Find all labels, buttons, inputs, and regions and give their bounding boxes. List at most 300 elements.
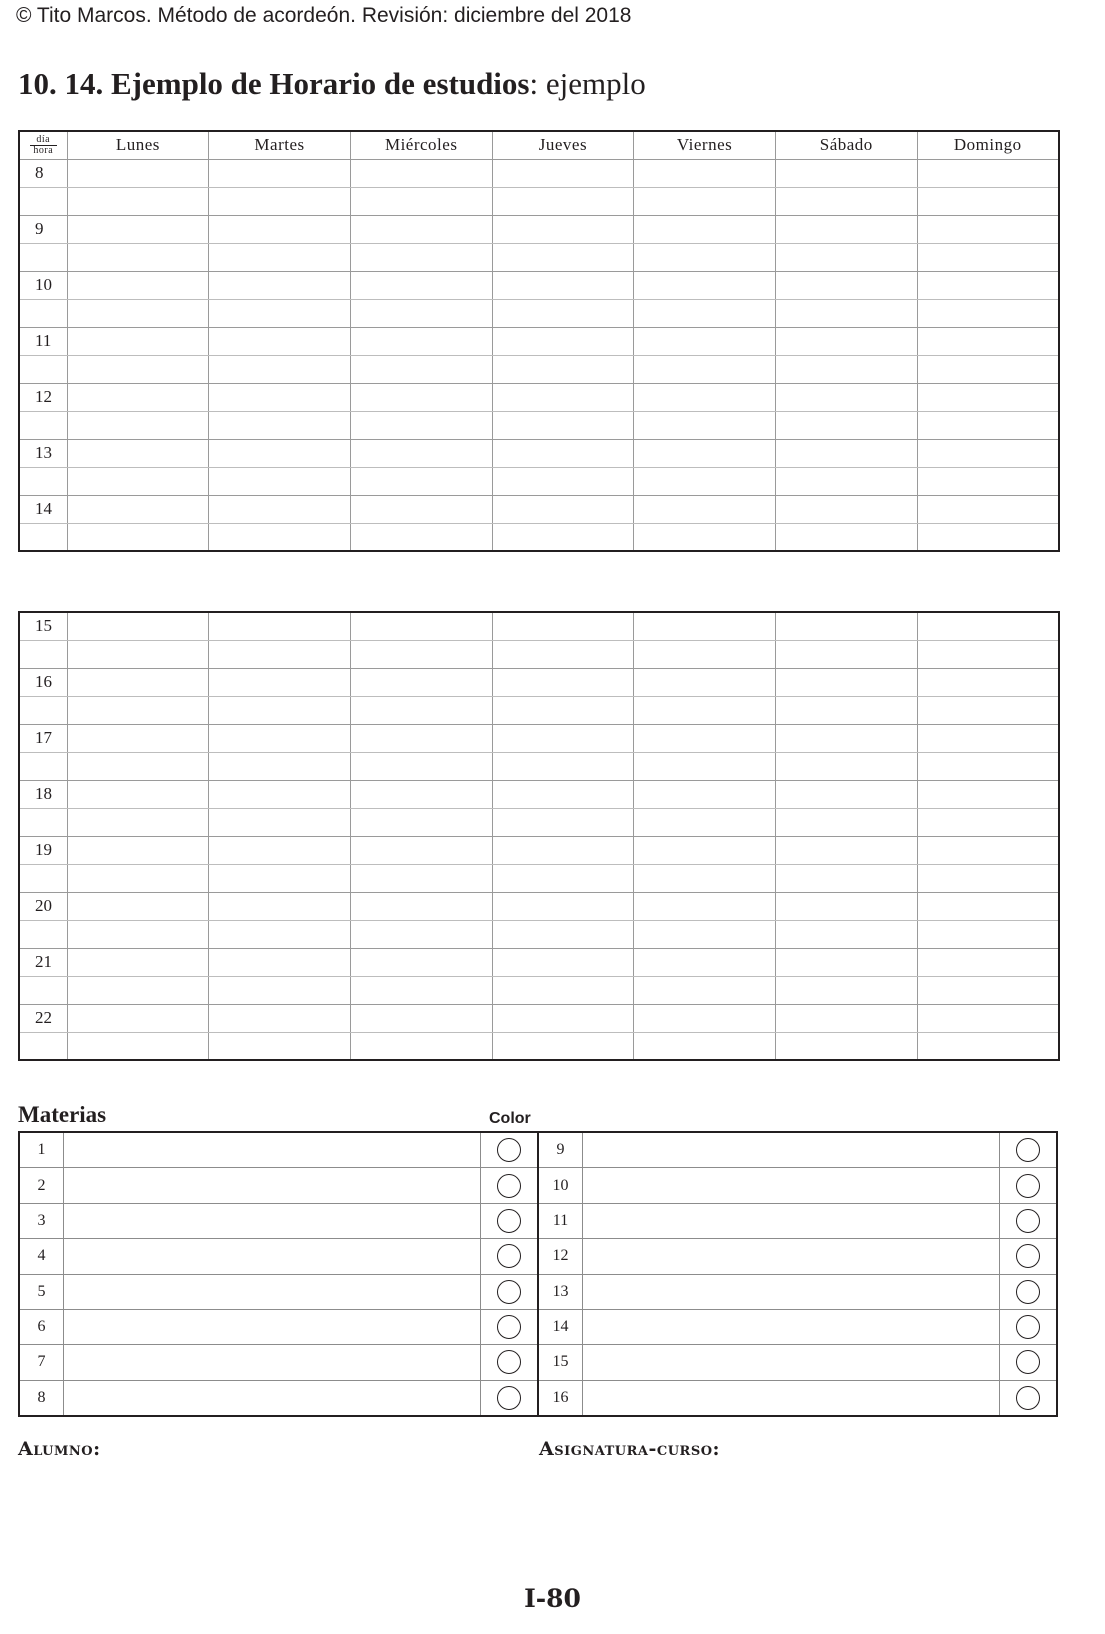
schedule-cell[interactable] xyxy=(350,1032,492,1060)
half-hour-label xyxy=(19,299,67,327)
schedule-cell[interactable] xyxy=(492,1032,634,1060)
schedule-cell[interactable] xyxy=(634,920,776,948)
hour-row xyxy=(19,271,1059,299)
schedule-cell[interactable] xyxy=(917,892,1059,920)
schedule-cell[interactable] xyxy=(492,1004,634,1032)
schedule-cell[interactable] xyxy=(634,411,776,439)
materia-name-field[interactable] xyxy=(583,1381,1000,1415)
schedule-cell[interactable] xyxy=(350,612,492,640)
schedule-cell[interactable] xyxy=(917,467,1059,495)
page-number: I-80 xyxy=(524,1584,581,1613)
schedule-cell[interactable] xyxy=(634,299,776,327)
hour-row xyxy=(19,159,1059,187)
schedule-cell[interactable] xyxy=(492,948,634,976)
schedule-cell[interactable] xyxy=(67,724,209,752)
schedule-cell[interactable] xyxy=(775,187,917,215)
schedule-cell[interactable] xyxy=(775,299,917,327)
materia-row xyxy=(539,1168,1056,1203)
schedule-cell[interactable] xyxy=(634,948,776,976)
schedule-cell[interactable] xyxy=(775,836,917,864)
schedule-cell[interactable] xyxy=(917,523,1059,551)
materia-number: 1 xyxy=(20,1133,64,1167)
hour-label: 19 xyxy=(19,836,67,864)
color-circle-icon[interactable] xyxy=(497,1138,521,1162)
schedule-cell[interactable] xyxy=(917,640,1059,668)
schedule-cell[interactable] xyxy=(492,271,634,299)
schedule-cell[interactable] xyxy=(775,724,917,752)
schedule-cell[interactable] xyxy=(209,892,351,920)
schedule-cell[interactable] xyxy=(67,836,209,864)
schedule-cell[interactable] xyxy=(67,383,209,411)
schedule-cell[interactable] xyxy=(492,836,634,864)
schedule-cell[interactable] xyxy=(917,243,1059,271)
schedule-cell[interactable] xyxy=(917,752,1059,780)
schedule-cell[interactable] xyxy=(634,612,776,640)
color-circle-icon[interactable] xyxy=(497,1209,521,1233)
schedule-cell[interactable] xyxy=(209,215,351,243)
schedule-cell[interactable] xyxy=(209,976,351,1004)
materia-name-field[interactable] xyxy=(583,1239,1000,1273)
schedule-cell[interactable] xyxy=(350,668,492,696)
schedule-cell[interactable] xyxy=(492,752,634,780)
schedule-cell[interactable] xyxy=(634,187,776,215)
schedule-cell[interactable] xyxy=(67,271,209,299)
schedule-cell[interactable] xyxy=(634,159,776,187)
hour-row xyxy=(19,1004,1059,1032)
half-hour-row xyxy=(19,976,1059,1004)
schedule-cell[interactable] xyxy=(209,355,351,383)
hour-label: 18 xyxy=(19,780,67,808)
materia-row xyxy=(20,1381,537,1415)
materia-name-field[interactable] xyxy=(583,1204,1000,1238)
schedule-cell[interactable] xyxy=(350,299,492,327)
corner-hour-label: hora xyxy=(30,145,57,156)
schedule-cell[interactable] xyxy=(775,948,917,976)
schedule-cell[interactable] xyxy=(350,523,492,551)
schedule-cell[interactable] xyxy=(209,780,351,808)
schedule-cell[interactable] xyxy=(492,439,634,467)
schedule-cell[interactable] xyxy=(492,187,634,215)
schedule-cell[interactable] xyxy=(492,299,634,327)
schedule-cell[interactable] xyxy=(775,640,917,668)
hour-row xyxy=(19,780,1059,808)
schedule-cell[interactable] xyxy=(634,271,776,299)
schedule-cell[interactable] xyxy=(350,836,492,864)
schedule-cell[interactable] xyxy=(67,327,209,355)
schedule-cell[interactable] xyxy=(634,668,776,696)
schedule-cell[interactable] xyxy=(775,383,917,411)
materia-name-field[interactable] xyxy=(583,1168,1000,1202)
schedule-cell[interactable] xyxy=(350,215,492,243)
schedule-cell[interactable] xyxy=(209,159,351,187)
schedule-cell[interactable] xyxy=(492,215,634,243)
asignatura-label: Asignatura-curso: xyxy=(539,1438,721,1460)
schedule-cell[interactable] xyxy=(350,976,492,1004)
color-circle-icon[interactable] xyxy=(497,1315,521,1339)
schedule-cell[interactable] xyxy=(634,696,776,724)
schedule-cell[interactable] xyxy=(775,612,917,640)
schedule-cell[interactable] xyxy=(775,668,917,696)
materia-color-cell xyxy=(1000,1133,1056,1167)
color-circle-icon[interactable] xyxy=(1016,1280,1040,1304)
schedule-cell[interactable] xyxy=(492,327,634,355)
schedule-cell[interactable] xyxy=(67,1032,209,1060)
schedule-cell[interactable] xyxy=(209,523,351,551)
schedule-cell[interactable] xyxy=(775,892,917,920)
hour-label: 15 xyxy=(19,612,67,640)
schedule-cell[interactable] xyxy=(209,439,351,467)
schedule-cell[interactable] xyxy=(67,355,209,383)
day-header: Lunes xyxy=(67,131,209,159)
color-circle-icon[interactable] xyxy=(1016,1386,1040,1410)
schedule-cell[interactable] xyxy=(67,948,209,976)
schedule-cell[interactable] xyxy=(209,383,351,411)
schedule-cell[interactable] xyxy=(209,299,351,327)
materias-column-right xyxy=(539,1133,1056,1415)
schedule-cell[interactable] xyxy=(917,215,1059,243)
schedule-cell[interactable] xyxy=(775,271,917,299)
color-circle-icon[interactable] xyxy=(1016,1138,1040,1162)
schedule-cell[interactable] xyxy=(350,187,492,215)
half-hour-label xyxy=(19,467,67,495)
schedule-cell[interactable] xyxy=(917,920,1059,948)
schedule-cell[interactable] xyxy=(917,187,1059,215)
schedule-cell[interactable] xyxy=(67,920,209,948)
schedule-cell[interactable] xyxy=(634,836,776,864)
schedule-cell[interactable] xyxy=(634,640,776,668)
materia-color-cell xyxy=(1000,1381,1056,1415)
schedule-cell[interactable] xyxy=(917,668,1059,696)
materia-name-field[interactable] xyxy=(583,1275,1000,1309)
color-circle-icon[interactable] xyxy=(1016,1350,1040,1374)
schedule-cell[interactable] xyxy=(492,640,634,668)
half-hour-label xyxy=(19,920,67,948)
schedule-cell[interactable] xyxy=(492,864,634,892)
materia-name-field[interactable] xyxy=(64,1239,481,1273)
schedule-cell[interactable] xyxy=(350,892,492,920)
schedule-cell[interactable] xyxy=(350,271,492,299)
schedule-cell[interactable] xyxy=(775,439,917,467)
schedule-cell[interactable] xyxy=(209,668,351,696)
schedule-cell[interactable] xyxy=(492,976,634,1004)
schedule-cell[interactable] xyxy=(350,724,492,752)
schedule-cell[interactable] xyxy=(917,355,1059,383)
materia-row xyxy=(20,1310,537,1345)
schedule-cell[interactable] xyxy=(67,243,209,271)
schedule-cell[interactable] xyxy=(492,696,634,724)
materia-name-field[interactable] xyxy=(64,1345,481,1379)
hour-row xyxy=(19,383,1059,411)
day-header: Jueves xyxy=(492,131,634,159)
schedule-cell[interactable] xyxy=(492,495,634,523)
materia-name-field[interactable] xyxy=(64,1310,481,1344)
half-hour-label xyxy=(19,243,67,271)
schedule-cell[interactable] xyxy=(209,411,351,439)
schedule-cell[interactable] xyxy=(492,808,634,836)
schedule-cell[interactable] xyxy=(209,696,351,724)
schedule-cell[interactable] xyxy=(67,808,209,836)
schedule-cell[interactable] xyxy=(775,159,917,187)
materia-color-cell xyxy=(481,1381,537,1415)
schedule-cell[interactable] xyxy=(917,495,1059,523)
schedule-cell[interactable] xyxy=(634,724,776,752)
schedule-cell[interactable] xyxy=(67,668,209,696)
materia-color-cell xyxy=(481,1239,537,1273)
schedule-cell[interactable] xyxy=(775,467,917,495)
schedule-cell[interactable] xyxy=(350,411,492,439)
schedule-cell[interactable] xyxy=(350,864,492,892)
alumno-label: Alumno: xyxy=(18,1438,101,1460)
schedule-cell[interactable] xyxy=(350,467,492,495)
schedule-cell[interactable] xyxy=(67,187,209,215)
schedule-cell[interactable] xyxy=(350,495,492,523)
schedule-cell[interactable] xyxy=(67,439,209,467)
half-hour-row xyxy=(19,640,1059,668)
schedule-cell[interactable] xyxy=(634,327,776,355)
schedule-cell[interactable] xyxy=(67,976,209,1004)
materia-row xyxy=(20,1133,537,1168)
materia-name-field[interactable] xyxy=(64,1204,481,1238)
schedule-cell[interactable] xyxy=(350,948,492,976)
schedule-cell[interactable] xyxy=(67,612,209,640)
schedule-cell[interactable] xyxy=(67,780,209,808)
schedule-cell[interactable] xyxy=(67,159,209,187)
schedule-cell[interactable] xyxy=(917,696,1059,724)
schedule-cell[interactable] xyxy=(775,243,917,271)
materia-number: 16 xyxy=(539,1381,583,1415)
materia-name-field[interactable] xyxy=(64,1381,481,1415)
schedule-cell[interactable] xyxy=(917,271,1059,299)
schedule-cell[interactable] xyxy=(634,243,776,271)
color-circle-icon[interactable] xyxy=(1016,1209,1040,1233)
schedule-cell[interactable] xyxy=(634,892,776,920)
schedule-cell[interactable] xyxy=(209,495,351,523)
schedule-cell[interactable] xyxy=(634,383,776,411)
materia-number: 8 xyxy=(20,1381,64,1415)
schedule-cell[interactable] xyxy=(775,1032,917,1060)
materia-color-cell xyxy=(481,1345,537,1379)
schedule-cell[interactable] xyxy=(209,271,351,299)
schedule-cell[interactable] xyxy=(634,439,776,467)
page-title-suffix: : ejemplo xyxy=(529,66,646,101)
hour-label: 8 xyxy=(19,159,67,187)
schedule-cell[interactable] xyxy=(492,724,634,752)
schedule-cell[interactable] xyxy=(492,159,634,187)
schedule-cell[interactable] xyxy=(350,383,492,411)
schedule-cell[interactable] xyxy=(350,439,492,467)
day-header: Martes xyxy=(209,131,351,159)
schedule-cell[interactable] xyxy=(350,243,492,271)
materia-color-cell xyxy=(1000,1275,1056,1309)
schedule-cell[interactable] xyxy=(634,1032,776,1060)
materia-name-field[interactable] xyxy=(583,1310,1000,1344)
materia-color-cell xyxy=(481,1310,537,1344)
schedule-cell[interactable] xyxy=(209,920,351,948)
half-hour-label xyxy=(19,808,67,836)
materia-row xyxy=(539,1275,1056,1310)
color-circle-icon[interactable] xyxy=(1016,1244,1040,1268)
schedule-cell[interactable] xyxy=(67,640,209,668)
schedule-cell[interactable] xyxy=(917,411,1059,439)
schedule-cell[interactable] xyxy=(775,808,917,836)
schedule-cell[interactable] xyxy=(209,1032,351,1060)
schedule-cell[interactable] xyxy=(634,215,776,243)
half-hour-row xyxy=(19,467,1059,495)
schedule-cell[interactable] xyxy=(917,612,1059,640)
schedule-cell[interactable] xyxy=(634,864,776,892)
schedule-cell[interactable] xyxy=(917,864,1059,892)
schedule-cell[interactable] xyxy=(634,808,776,836)
schedule-cell[interactable] xyxy=(917,439,1059,467)
materia-number: 5 xyxy=(20,1275,64,1309)
schedule-cell[interactable] xyxy=(917,948,1059,976)
schedule-cell[interactable] xyxy=(492,355,634,383)
schedule-cell[interactable] xyxy=(209,752,351,780)
schedule-cell[interactable] xyxy=(209,612,351,640)
schedule-cell[interactable] xyxy=(775,411,917,439)
schedule-cell[interactable] xyxy=(67,696,209,724)
schedule-cell[interactable] xyxy=(492,467,634,495)
schedule-cell[interactable] xyxy=(775,1004,917,1032)
schedule-cell[interactable] xyxy=(209,327,351,355)
schedule-cell[interactable] xyxy=(350,640,492,668)
half-hour-label xyxy=(19,355,67,383)
schedule-cell[interactable] xyxy=(492,523,634,551)
schedule-cell[interactable] xyxy=(67,215,209,243)
hour-label: 17 xyxy=(19,724,67,752)
schedule-cell[interactable] xyxy=(775,752,917,780)
schedule-cell[interactable] xyxy=(492,383,634,411)
schedule-cell[interactable] xyxy=(634,523,776,551)
hour-label: 21 xyxy=(19,948,67,976)
schedule-cell[interactable] xyxy=(350,355,492,383)
half-hour-row xyxy=(19,864,1059,892)
schedule-cell[interactable] xyxy=(67,752,209,780)
color-circle-icon[interactable] xyxy=(497,1280,521,1304)
schedule-cell[interactable] xyxy=(492,668,634,696)
schedule-cell[interactable] xyxy=(209,640,351,668)
schedule-cell[interactable] xyxy=(209,948,351,976)
schedule-cell[interactable] xyxy=(492,780,634,808)
hour-row xyxy=(19,892,1059,920)
schedule-cell[interactable] xyxy=(917,299,1059,327)
schedule-cell[interactable] xyxy=(350,159,492,187)
color-circle-icon[interactable] xyxy=(497,1244,521,1268)
schedule-cell[interactable] xyxy=(67,864,209,892)
schedule-cell[interactable] xyxy=(209,724,351,752)
schedule-cell[interactable] xyxy=(634,467,776,495)
day-header: Miércoles xyxy=(350,131,492,159)
schedule-cell[interactable] xyxy=(634,752,776,780)
schedule-cell[interactable] xyxy=(634,495,776,523)
materia-number: 11 xyxy=(539,1204,583,1238)
schedule-cell[interactable] xyxy=(917,836,1059,864)
schedule-cell[interactable] xyxy=(350,920,492,948)
schedule-cell[interactable] xyxy=(492,920,634,948)
schedule-cell[interactable] xyxy=(917,780,1059,808)
schedule-cell[interactable] xyxy=(917,1032,1059,1060)
schedule-cell[interactable] xyxy=(492,892,634,920)
schedule-cell[interactable] xyxy=(775,920,917,948)
color-circle-icon[interactable] xyxy=(497,1386,521,1410)
schedule-cell[interactable] xyxy=(634,780,776,808)
color-circle-icon[interactable] xyxy=(497,1174,521,1198)
schedule-cell[interactable] xyxy=(67,299,209,327)
schedule-cell[interactable] xyxy=(775,696,917,724)
schedule-cell[interactable] xyxy=(492,411,634,439)
hour-row xyxy=(19,948,1059,976)
materia-name-field[interactable] xyxy=(64,1168,481,1202)
schedule-cell[interactable] xyxy=(209,864,351,892)
schedule-cell[interactable] xyxy=(775,327,917,355)
schedule-cell[interactable] xyxy=(350,752,492,780)
schedule-cell[interactable] xyxy=(634,976,776,1004)
schedule-cell[interactable] xyxy=(209,467,351,495)
materia-name-field[interactable] xyxy=(583,1133,1000,1167)
schedule-cell[interactable] xyxy=(634,355,776,383)
schedule-cell[interactable] xyxy=(917,1004,1059,1032)
schedule-cell[interactable] xyxy=(350,696,492,724)
page-title xyxy=(18,66,646,102)
schedule-cell[interactable] xyxy=(775,523,917,551)
schedule-cell[interactable] xyxy=(67,495,209,523)
color-circle-icon[interactable] xyxy=(1016,1315,1040,1339)
materia-name-field[interactable] xyxy=(64,1275,481,1309)
schedule-cell[interactable] xyxy=(209,1004,351,1032)
schedule-cell[interactable] xyxy=(67,467,209,495)
schedule-cell[interactable] xyxy=(67,411,209,439)
materia-name-field[interactable] xyxy=(64,1133,481,1167)
schedule-cell[interactable] xyxy=(209,187,351,215)
schedule-cell[interactable] xyxy=(350,808,492,836)
materia-number: 14 xyxy=(539,1310,583,1344)
schedule-cell[interactable] xyxy=(350,327,492,355)
schedule-cell[interactable] xyxy=(209,836,351,864)
schedule-cell[interactable] xyxy=(67,1004,209,1032)
schedule-cell[interactable] xyxy=(67,892,209,920)
schedule-cell[interactable] xyxy=(775,355,917,383)
materia-row xyxy=(20,1239,537,1274)
schedule-cell[interactable] xyxy=(634,1004,776,1032)
schedule-cell[interactable] xyxy=(917,383,1059,411)
schedule-cell[interactable] xyxy=(775,495,917,523)
materias-column-left xyxy=(20,1133,539,1415)
schedule-cell[interactable] xyxy=(775,780,917,808)
schedule-cell[interactable] xyxy=(775,215,917,243)
color-circle-icon[interactable] xyxy=(1016,1174,1040,1198)
schedule-cell[interactable] xyxy=(917,808,1059,836)
schedule-cell[interactable] xyxy=(775,864,917,892)
schedule-cell[interactable] xyxy=(775,976,917,1004)
schedule-cell[interactable] xyxy=(209,808,351,836)
materia-name-field[interactable] xyxy=(583,1345,1000,1379)
schedule-cell[interactable] xyxy=(917,159,1059,187)
schedule-cell[interactable] xyxy=(917,327,1059,355)
schedule-cell[interactable] xyxy=(492,612,634,640)
schedule-cell[interactable] xyxy=(350,1004,492,1032)
schedule-cell[interactable] xyxy=(917,724,1059,752)
schedule-cell[interactable] xyxy=(917,976,1059,1004)
schedule-cell[interactable] xyxy=(67,523,209,551)
schedule-cell[interactable] xyxy=(350,780,492,808)
schedule-cell[interactable] xyxy=(209,243,351,271)
half-hour-label xyxy=(19,523,67,551)
color-circle-icon[interactable] xyxy=(497,1350,521,1374)
half-hour-row xyxy=(19,523,1059,551)
hour-label: 10 xyxy=(19,271,67,299)
schedule-cell[interactable] xyxy=(492,243,634,271)
half-hour-label xyxy=(19,696,67,724)
